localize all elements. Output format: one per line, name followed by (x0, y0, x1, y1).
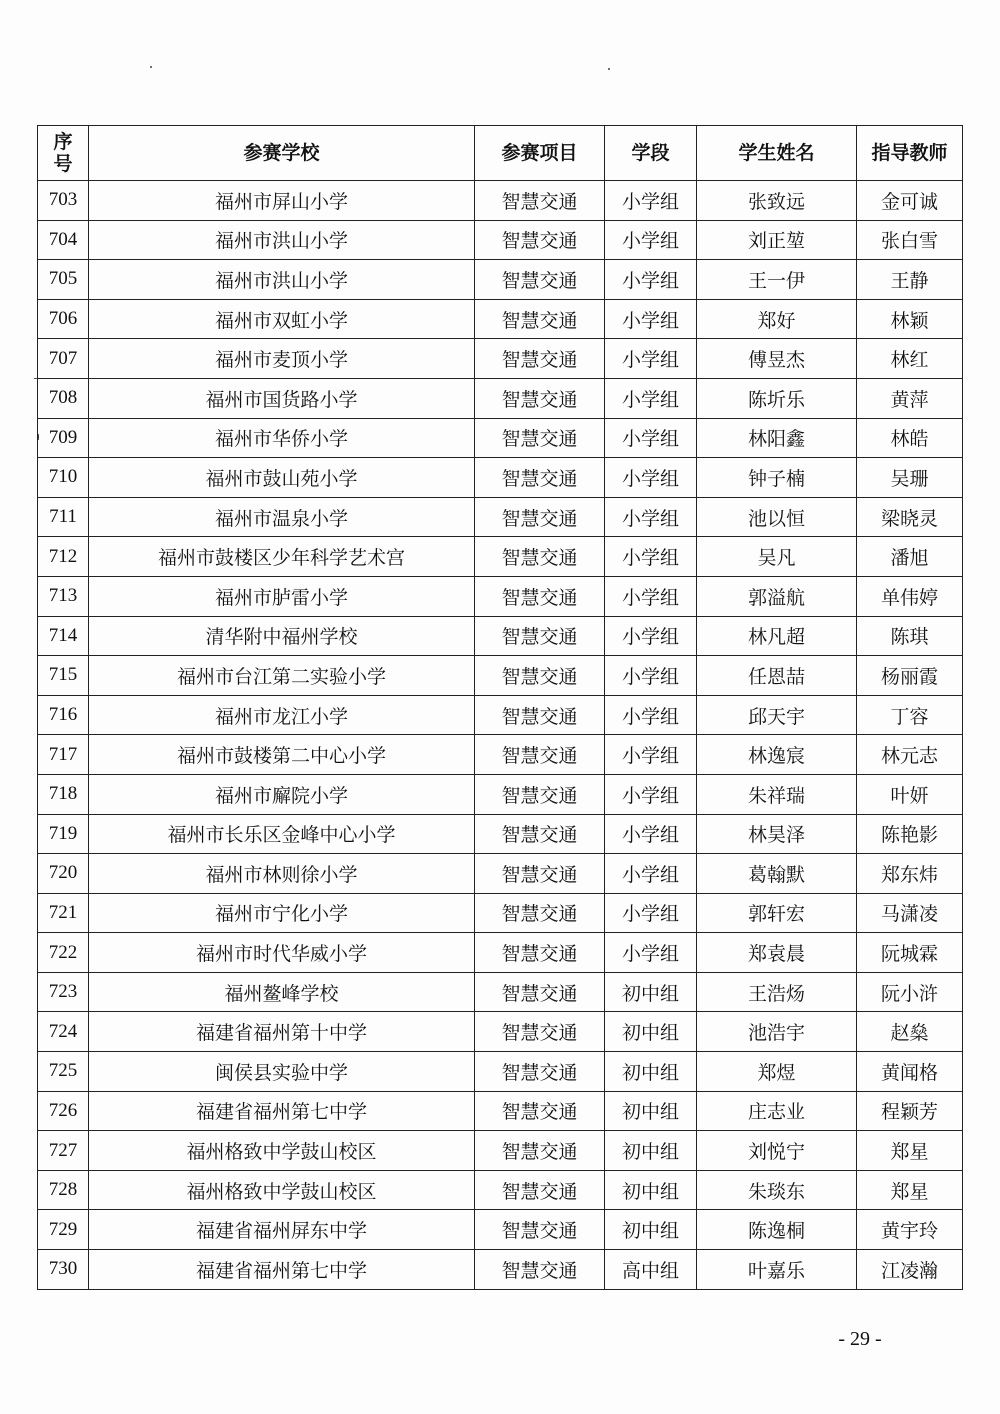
cell-stage: 初中组 (605, 972, 697, 1012)
cell-student: 郑好 (697, 299, 857, 339)
cell-stage: 小学组 (605, 576, 697, 616)
cell-student: 池浩宇 (697, 1012, 857, 1052)
table-row (38, 576, 963, 616)
cell-stage: 初中组 (605, 1012, 697, 1052)
cell-stage: 小学组 (605, 537, 697, 577)
cell-project: 智慧交通 (475, 972, 605, 1012)
cell-teacher: 郑东炜 (857, 854, 963, 894)
table-row (38, 774, 963, 814)
table-row (38, 695, 963, 735)
cell-school: 福州市廨院小学 (89, 774, 475, 814)
cell-project: 智慧交通 (475, 181, 605, 221)
table-row (38, 1012, 963, 1052)
cell-school: 福建省福州第十中学 (89, 1012, 475, 1052)
cell-teacher: 王静 (857, 260, 963, 300)
cell-school: 清华附中福州学校 (89, 616, 475, 656)
cell-teacher: 林颖 (857, 299, 963, 339)
cell-project: 智慧交通 (475, 814, 605, 854)
cell-student: 朱祥瑞 (697, 774, 857, 814)
cell-seq: 725 (38, 1052, 89, 1092)
cell-seq: 722 (38, 933, 89, 973)
cell-school: 福州市长乐区金峰中心小学 (89, 814, 475, 854)
cell-project: 智慧交通 (475, 576, 605, 616)
cell-project: 智慧交通 (475, 616, 605, 656)
cell-school: 福州市鼓山苑小学 (89, 458, 475, 498)
table-row (38, 1210, 963, 1250)
table-row (38, 814, 963, 854)
cell-stage: 小学组 (605, 933, 697, 973)
cell-project: 智慧交通 (475, 656, 605, 696)
table-row (38, 378, 963, 418)
cell-school: 福州市宁化小学 (89, 893, 475, 933)
cell-student: 葛翰默 (697, 854, 857, 894)
cell-seq: 726 (38, 1091, 89, 1131)
cell-stage: 小学组 (605, 339, 697, 379)
cell-stage: 初中组 (605, 1052, 697, 1092)
table-row (38, 735, 963, 775)
cell-student: 池以恒 (697, 497, 857, 537)
cell-stage: 小学组 (605, 220, 697, 260)
scan-speck (608, 68, 610, 70)
page-number: - 29 - (838, 1328, 882, 1350)
cell-teacher: 黄宇玲 (857, 1210, 963, 1250)
cell-teacher: 赵燊 (857, 1012, 963, 1052)
cell-teacher: 叶妍 (857, 774, 963, 814)
cell-project: 智慧交通 (475, 1091, 605, 1131)
cell-student: 陈逸桐 (697, 1210, 857, 1250)
cell-stage: 小学组 (605, 656, 697, 696)
table-row (38, 181, 963, 221)
cell-project: 智慧交通 (475, 1052, 605, 1092)
cell-project: 智慧交通 (475, 893, 605, 933)
cell-teacher: 黄闻格 (857, 1052, 963, 1092)
cell-project: 智慧交通 (475, 854, 605, 894)
header-seq-line2: 号 (53, 153, 73, 175)
table-row (38, 497, 963, 537)
cell-seq: 719 (38, 814, 89, 854)
cell-stage: 小学组 (605, 735, 697, 775)
cell-seq: 723 (38, 972, 89, 1012)
cell-teacher: 陈艳影 (857, 814, 963, 854)
cell-school: 福州市胪雷小学 (89, 576, 475, 616)
cell-school: 福州市鼓楼区少年科学艺术宫 (89, 537, 475, 577)
header-student: 学生姓名 (697, 126, 857, 181)
cell-project: 智慧交通 (475, 458, 605, 498)
cell-school: 福州市屏山小学 (89, 181, 475, 221)
cell-teacher: 张白雪 (857, 220, 963, 260)
cell-stage: 小学组 (605, 378, 697, 418)
table-row (38, 458, 963, 498)
cell-teacher: 金可诚 (857, 181, 963, 221)
cell-student: 邱天宇 (697, 695, 857, 735)
header-project: 参赛项目 (475, 126, 605, 181)
cell-school: 福建省福州第七中学 (89, 1250, 475, 1290)
table-row (38, 893, 963, 933)
table-row (38, 854, 963, 894)
cell-seq: 717 (38, 735, 89, 775)
cell-stage: 小学组 (605, 814, 697, 854)
table-row (38, 972, 963, 1012)
cell-project: 智慧交通 (475, 497, 605, 537)
cell-student: 傅昱杰 (697, 339, 857, 379)
cell-stage: 小学组 (605, 854, 697, 894)
cell-stage: 小学组 (605, 260, 697, 300)
table-row (38, 299, 963, 339)
cell-teacher: 吴珊 (857, 458, 963, 498)
scan-speck (150, 66, 152, 68)
table-row (38, 537, 963, 577)
cell-student: 吴凡 (697, 537, 857, 577)
cell-teacher: 林元志 (857, 735, 963, 775)
cell-school: 福建省福州第七中学 (89, 1091, 475, 1131)
cell-project: 智慧交通 (475, 418, 605, 458)
cell-project: 智慧交通 (475, 220, 605, 260)
header-seq (38, 126, 89, 181)
cell-school: 福州市洪山小学 (89, 260, 475, 300)
cell-project: 智慧交通 (475, 695, 605, 735)
table-row (38, 656, 963, 696)
cell-project: 智慧交通 (475, 735, 605, 775)
cell-school: 福州市林则徐小学 (89, 854, 475, 894)
cell-seq: 711 (38, 497, 89, 537)
table-row (38, 1052, 963, 1092)
cell-teacher: 林红 (857, 339, 963, 379)
cell-seq: 724 (38, 1012, 89, 1052)
cell-seq: 727 (38, 1131, 89, 1171)
cell-student: 张致远 (697, 181, 857, 221)
cell-seq: 714 (38, 616, 89, 656)
cell-school: 福州市双虹小学 (89, 299, 475, 339)
cell-stage: 小学组 (605, 695, 697, 735)
cell-school: 福州市洪山小学 (89, 220, 475, 260)
table-row (38, 1170, 963, 1210)
cell-seq: 710 (38, 458, 89, 498)
cell-teacher: 潘旭 (857, 537, 963, 577)
table-row (38, 616, 963, 656)
cell-school: 福州市龙江小学 (89, 695, 475, 735)
table-body (38, 181, 963, 1290)
cell-project: 智慧交通 (475, 1131, 605, 1171)
cell-student: 林逸宸 (697, 735, 857, 775)
cell-seq: 708 (38, 378, 89, 418)
cell-teacher: 程颖芳 (857, 1091, 963, 1131)
cell-student: 林昊泽 (697, 814, 857, 854)
cell-seq: 720 (38, 854, 89, 894)
cell-project: 智慧交通 (475, 299, 605, 339)
cell-student: 林凡超 (697, 616, 857, 656)
cell-teacher: 江凌瀚 (857, 1250, 963, 1290)
cell-seq: 709 (38, 418, 89, 458)
cell-student: 林阳鑫 (697, 418, 857, 458)
cell-stage: 初中组 (605, 1131, 697, 1171)
cell-teacher: 梁晓灵 (857, 497, 963, 537)
table-row (38, 1250, 963, 1290)
cell-seq: 716 (38, 695, 89, 735)
cell-seq: 705 (38, 260, 89, 300)
cell-school: 福州格致中学鼓山校区 (89, 1170, 475, 1210)
cell-teacher: 郑星 (857, 1170, 963, 1210)
cell-teacher: 单伟婷 (857, 576, 963, 616)
cell-school: 福州鳌峰学校 (89, 972, 475, 1012)
header-teacher: 指导教师 (857, 126, 963, 181)
cell-stage: 小学组 (605, 893, 697, 933)
cell-teacher: 林皓 (857, 418, 963, 458)
cell-teacher: 黄萍 (857, 378, 963, 418)
table-header-row (38, 126, 963, 181)
cell-project: 智慧交通 (475, 537, 605, 577)
cell-stage: 小学组 (605, 616, 697, 656)
cell-student: 刘正堃 (697, 220, 857, 260)
cell-student: 任恩喆 (697, 656, 857, 696)
cell-student: 王一伊 (697, 260, 857, 300)
cell-seq: 713 (38, 576, 89, 616)
cell-student: 郑煜 (697, 1052, 857, 1092)
cell-teacher: 郑星 (857, 1131, 963, 1171)
cell-seq: 730 (38, 1250, 89, 1290)
cell-student: 王浩炀 (697, 972, 857, 1012)
cell-school: 福建省福州屏东中学 (89, 1210, 475, 1250)
cell-project: 智慧交通 (475, 1210, 605, 1250)
cell-teacher: 阮城霖 (857, 933, 963, 973)
cell-stage: 初中组 (605, 1170, 697, 1210)
table-row (38, 418, 963, 458)
cell-seq: 721 (38, 893, 89, 933)
cell-stage: 小学组 (605, 497, 697, 537)
cell-student: 刘悦宁 (697, 1131, 857, 1171)
cell-school: 福州市麦顶小学 (89, 339, 475, 379)
table-row (38, 1131, 963, 1171)
cell-teacher: 马潇凌 (857, 893, 963, 933)
cell-stage: 小学组 (605, 774, 697, 814)
cell-school: 福州市国货路小学 (89, 378, 475, 418)
cell-project: 智慧交通 (475, 774, 605, 814)
table-row (38, 1091, 963, 1131)
table-row (38, 260, 963, 300)
cell-teacher: 阮小浒 (857, 972, 963, 1012)
cell-seq: 706 (38, 299, 89, 339)
table-row (38, 339, 963, 379)
cell-school: 福州市温泉小学 (89, 497, 475, 537)
cell-project: 智慧交通 (475, 339, 605, 379)
cell-seq: 704 (38, 220, 89, 260)
cell-seq: 728 (38, 1170, 89, 1210)
cell-stage: 小学组 (605, 299, 697, 339)
cell-teacher: 陈琪 (857, 616, 963, 656)
cell-school: 闽侯县实验中学 (89, 1052, 475, 1092)
cell-seq: 703 (38, 181, 89, 221)
header-stage: 学段 (605, 126, 697, 181)
cell-teacher: 丁容 (857, 695, 963, 735)
cell-seq: 712 (38, 537, 89, 577)
cell-student: 庄志业 (697, 1091, 857, 1131)
cell-student: 朱琰东 (697, 1170, 857, 1210)
cell-stage: 初中组 (605, 1210, 697, 1250)
cell-school: 福州市鼓楼第二中心小学 (89, 735, 475, 775)
cell-student: 陈圻乐 (697, 378, 857, 418)
cell-project: 智慧交通 (475, 260, 605, 300)
competition-roster-table (37, 125, 963, 1290)
table-row (38, 933, 963, 973)
header-seq-line1: 序 (53, 131, 73, 153)
cell-school: 福州市时代华威小学 (89, 933, 475, 973)
cell-project: 智慧交通 (475, 1170, 605, 1210)
cell-seq: 707 (38, 339, 89, 379)
cell-project: 智慧交通 (475, 1012, 605, 1052)
cell-stage: 小学组 (605, 181, 697, 221)
cell-student: 郭溢航 (697, 576, 857, 616)
cell-stage: 小学组 (605, 418, 697, 458)
cell-stage: 小学组 (605, 458, 697, 498)
cell-project: 智慧交通 (475, 378, 605, 418)
cell-student: 叶嘉乐 (697, 1250, 857, 1290)
cell-school: 福州格致中学鼓山校区 (89, 1131, 475, 1171)
cell-seq: 718 (38, 774, 89, 814)
header-school: 参赛学校 (89, 126, 475, 181)
cell-student: 郭轩宏 (697, 893, 857, 933)
table-row (38, 220, 963, 260)
cell-school: 福州市台江第二实验小学 (89, 656, 475, 696)
cell-seq: 715 (38, 656, 89, 696)
cell-stage: 初中组 (605, 1091, 697, 1131)
cell-school: 福州市华侨小学 (89, 418, 475, 458)
cell-project: 智慧交通 (475, 933, 605, 973)
cell-project: 智慧交通 (475, 1250, 605, 1290)
cell-teacher: 杨丽霞 (857, 656, 963, 696)
cell-student: 郑袁晨 (697, 933, 857, 973)
cell-student: 钟子楠 (697, 458, 857, 498)
cell-stage: 高中组 (605, 1250, 697, 1290)
cell-seq: 729 (38, 1210, 89, 1250)
